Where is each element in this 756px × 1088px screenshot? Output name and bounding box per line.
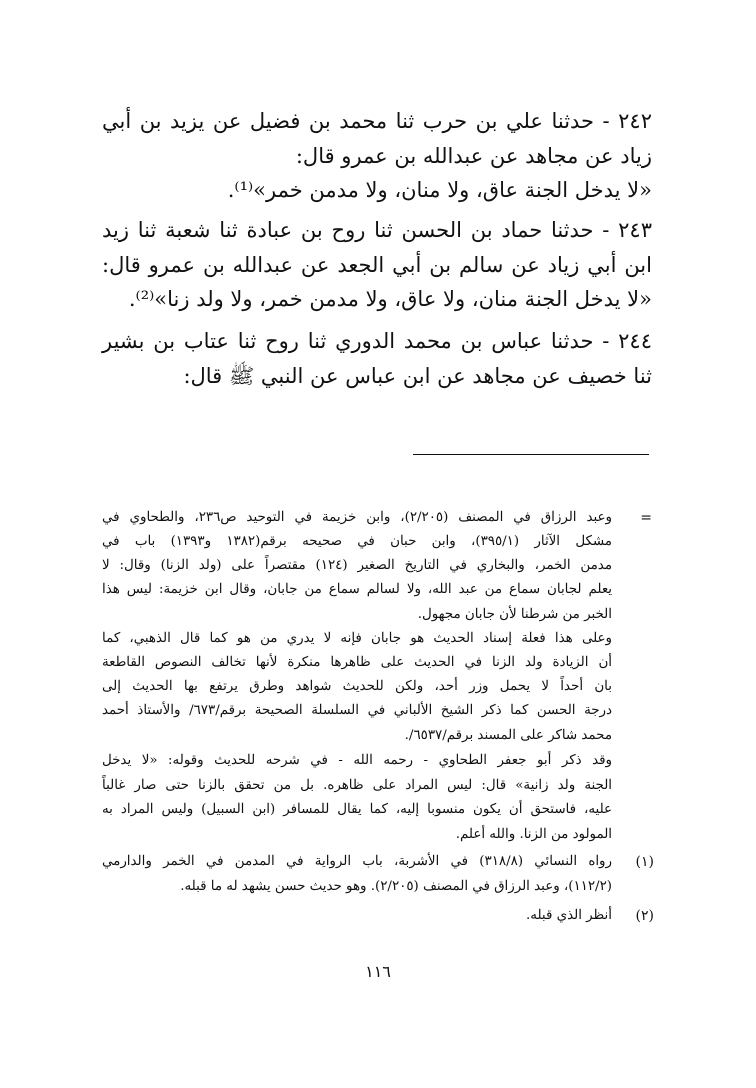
hadith-242-line-1: ٢٤٢ - حدثنا علي بن حرب ثنا محمد بن فضيل عن يزيد بن أبي	[102, 109, 652, 133]
footnote-line: الخبر من شرطنا لأن جابان مجهول.	[417, 607, 612, 622]
hadith-243-line-2: ابن أبي زياد عن سالم بن أبي الجعد عن عبدالله بن عمرو قال:	[102, 253, 652, 277]
hadith-243-matn: «لا يدخل الجنة منان، ولا عاق، ولا مدمن خمر، ولا ولد زنا»⁽²⁾.	[128, 287, 652, 311]
hadith-244-line-2: ثنا خصيف عن مجاهد عن ابن عباس عن النبي ﷺ قال:	[183, 364, 652, 388]
footnote-line: بان أحداً لا يحمل وزر أحد، ولكن للحديث شواهد وطرق يرتفع بها الحديث إلى	[102, 679, 612, 694]
hadith-243-line-1: ٢٤٣ - حدثنا حماد بن الحسن ثنا روح بن عبادة ثنا شعبة ثنا زيد	[102, 218, 652, 242]
page-number: ١١٦	[365, 962, 391, 981]
footnote-divider	[413, 454, 649, 455]
footnote-1-marker: (١)	[635, 854, 654, 870]
footnote-line: مشكل الآثار (٣٩٥/١)، وابن حبان في صحيحه برقم(١٣٨٢ و١٣٩٣) باب في	[102, 534, 612, 549]
footnote-line: أن الزيادة ولد الزنا في الحديث على ظاهرها منكرة لأنها تخالف النصوص القاطعة	[102, 655, 612, 670]
footnote-2-text: أنظر الذي قبله.	[526, 908, 612, 923]
footnote-line: يعلم لجابان سماع من عبد الله، ولا لسالم سماع من جابان، وقال ابن خزيمة: ليس هذا	[102, 582, 612, 597]
hadith-244-line-1: ٢٤٤ - حدثنا عباس بن محمد الدوري ثنا روح ثنا عتاب بن بشير	[102, 329, 652, 353]
footnote-2-marker: (٢)	[635, 908, 654, 924]
hadith-242-line-2: زياد عن مجاهد عن عبدالله بن عمرو قال:	[295, 144, 652, 168]
footnote-line: وقد ذكر أبو جعفر الطحاوي - رحمه الله - في شرحه للحديث وقوله: «لا يدخل	[102, 753, 612, 768]
footnote-1-line-1: رواه النسائي (٣١٨/٨) في الأشربة، باب الرواية في المدمن في الخمر والدارمي	[102, 854, 612, 869]
footnote-continuation-marker: =	[640, 510, 652, 526]
hadith-242-matn: «لا يدخل الجنة عاق، ولا منان، ولا مدمن خمر»⁽¹⁾.	[227, 178, 652, 202]
footnote-line: وعلى هذا فعلة إسناد الحديث هو جابان فإنه لا يدري من هو كما قال الذهبي، كما	[102, 631, 612, 646]
footnote-line: درجة الحسن كما ذكر الشيخ الألباني في السلسلة الصحيحة برقم/٦٧٣/ والأستاذ أحمد	[102, 703, 612, 718]
footnote-line: الجنة ولد زانية» قال: ليس المراد على ظاهره. بل من تحقق بالزنا حتى صار غالباً	[102, 778, 612, 793]
footnote-line: وعبد الرزاق في المصنف (٢/٢٠٥)، وابن خزيمة في التوحيد ص٢٣٦، والطحاوي في	[102, 510, 612, 525]
footnote-line: عليه، فاستحق أن يكون منسوبا إليه، كما يقال للمسافر (ابن السبيل) وليس المراد به	[102, 802, 612, 817]
footnote-1-line-2: (١١٢/٢)، وعبد الرزاق في المصنف (٢/٢٠٥). وهو حديث حسن يشهد له ما قبله.	[180, 879, 612, 894]
footnote-line: محمد شاكر على المسند برقم/٦٥٣٧/.	[404, 728, 612, 743]
footnote-line: المولود من الزنا. والله أعلم.	[455, 827, 612, 842]
footnote-line: مدمن الخمر، والبخاري في التاريخ الصغير (١٢٤) مقتصراً على (ولد الزنا) وقال: لا	[102, 558, 612, 573]
